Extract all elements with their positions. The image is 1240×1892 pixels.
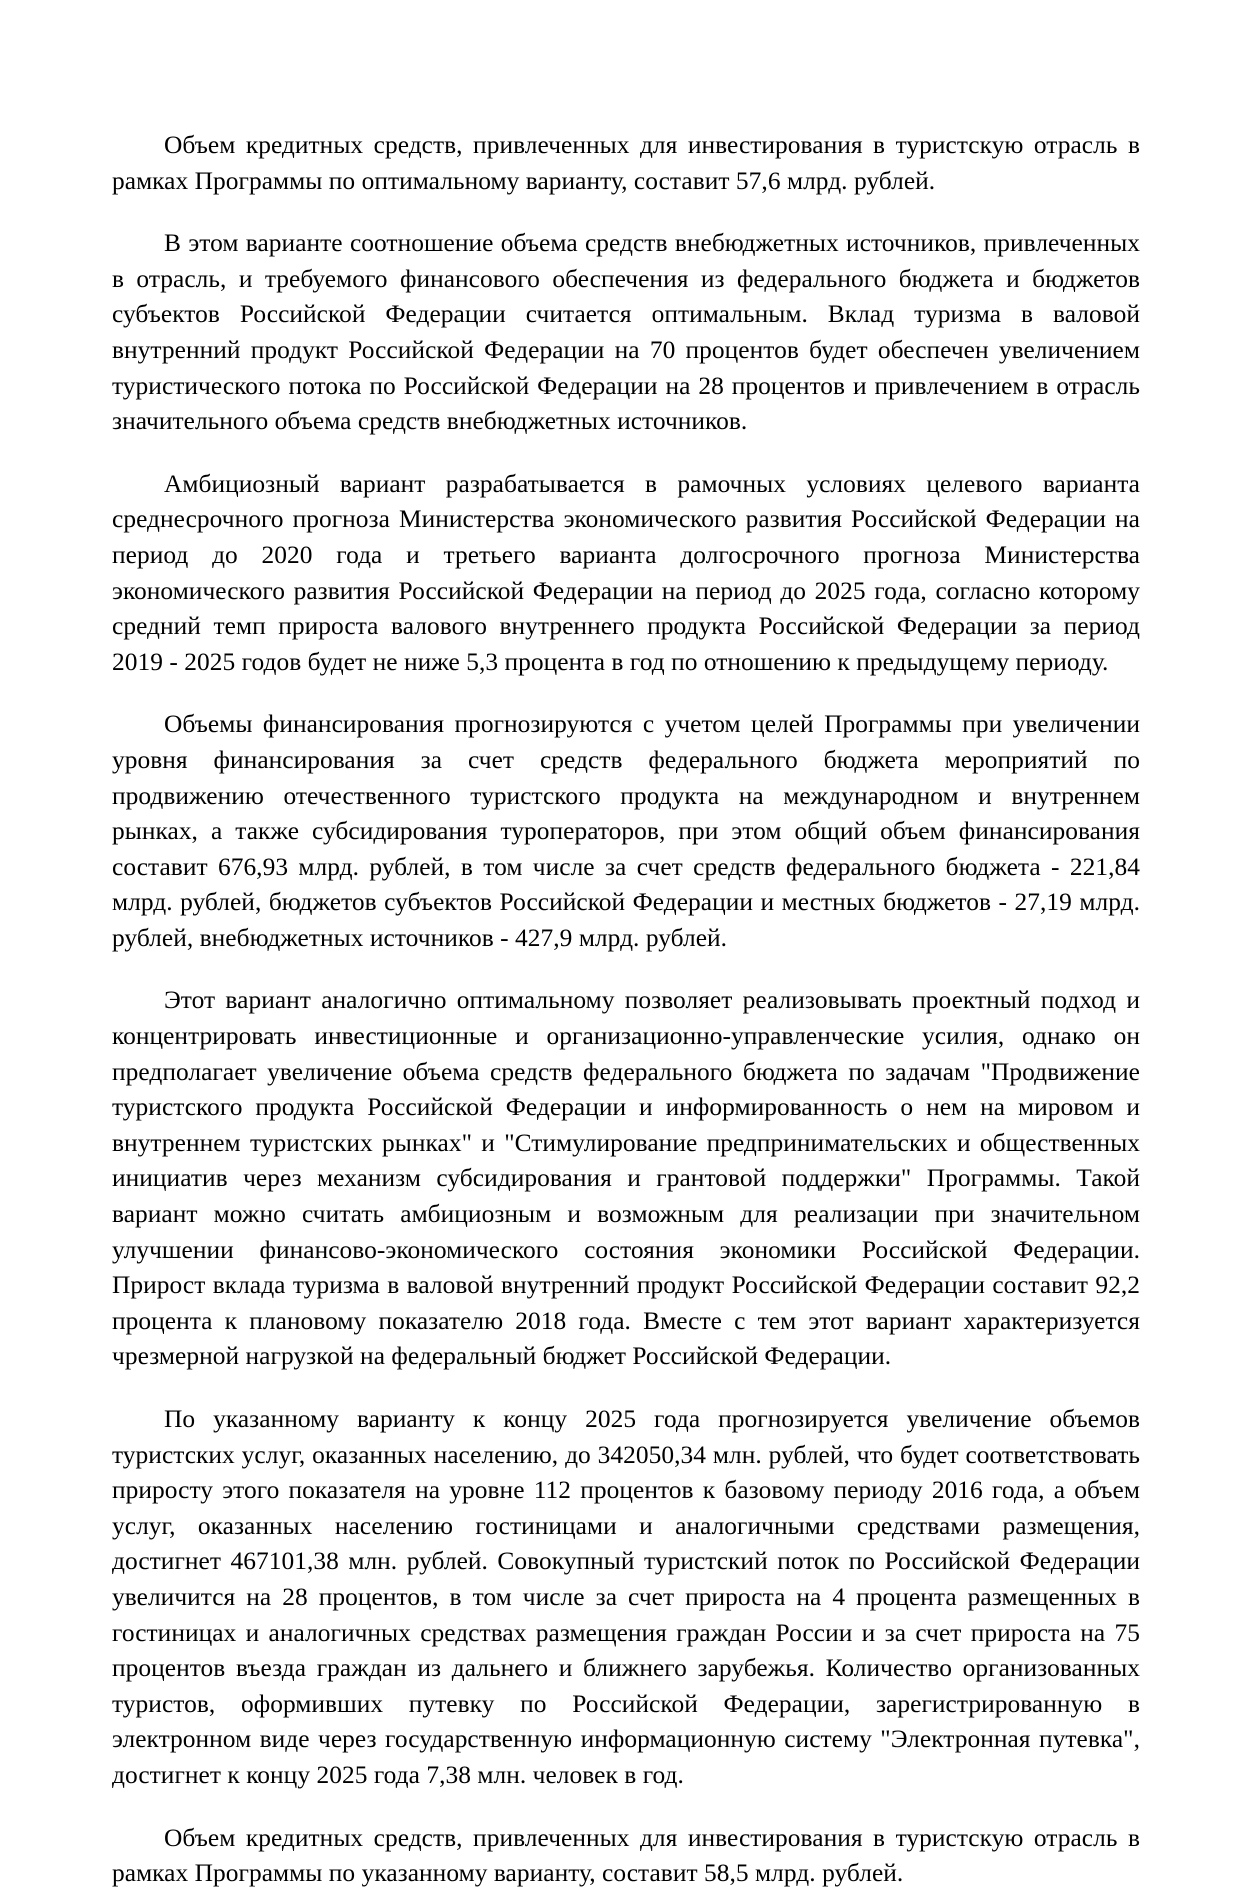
paragraph-credit-volume-specified: Объем кредитных средств, привлеченных для инвестирования в туристскую отрасль в рамках Программы по указанному варианту, составит 58,5 млрд. рублей. [112, 1823, 1140, 1888]
paragraph-forecast-2025: По указанному варианту к концу 2025 года прогнозируется увеличение объемов туристских услуг, оказанных населению, до 342050,34 млн. рублей, что будет соответствовать приросту этого показателя на уровне 112 процентов к базовому периоду 2016 года, а объем услуг, оказанных населению гостиницами и аналогичными средствами размещения, достигнет 467101,38 млн. рублей. Совокупный туристский поток по Российской Федерации увеличится на 28 процентов, в том числе за счет прироста на 4 процента размещенных в гостиницах и аналогичных средствах размещения граждан России и за счет прироста на 75 процентов въезда граждан из дальнего и ближнего зарубежья. Количество организованных туристов, оформивших путевку по Российской Федерации, зарегистрированную в электронном виде через государственную информационную систему "Электронная путевка", достигнет к концу 2025 года 7,38 млн. человек в год. [112, 1405, 1140, 1789]
paragraph-financing-volumes: Объемы финансирования прогнозируются с учетом целей Программы при увеличении уровня финансирования за счет средств федерального бюджета мероприятий по продвижению отечественного туристского продукта на международном и внутреннем рынках, а также субсидирования туроператоров, при этом общий объем финансирования составит 676,93 млрд. рублей, в том числе за счет средств федерального бюджета - 221,84 млрд. рублей, бюджетов субъектов Российской Федерации и местных бюджетов - 27,19 млрд. рублей, внебюджетных источников - 427,9 млрд. рублей. [112, 710, 1140, 952]
paragraph-credit-volume-optimal: Объем кредитных средств, привлеченных для инвестирования в туристскую отрасль в рамках Программы по оптимальному варианту, составит 57,6 млрд. рублей. [112, 131, 1140, 195]
paragraph-ambitious-variant: Амбициозный вариант разрабатывается в рамочных условиях целевого варианта среднесрочного прогноза Министерства экономического развития Российской Федерации на период до 2020 года и третьего варианта долгосрочного прогноза Министерства экономического развития Российской Федерации на период до 2025 года, согласно которому средний темп прироста валового внутреннего продукта Российской Федерации за период 2019 - 2025 годов будет не ниже 5,3 процента в год по отношению к предыдущему периоду. [112, 469, 1140, 676]
paragraph-project-approach: Этот вариант аналогично оптимальному позволяет реализовывать проектный подход и концентрировать инвестиционные и организационно-управленческие усилия, однако он предполагает увеличение объема средств федерального бюджета по задачам "Продвижение туристского продукта Российской Федерации и информированность о нем на мировом и внутреннем туристских рынках" и "Стимулирование предпринимательских и общественных инициатив через механизм субсидирования и грантовой поддержки" Программы. Такой вариант можно считать амбициозным и возможным для реализации при значительном улучшении финансово-экономического состояния экономики Российской Федерации. Прирост вклада туризма в валовой внутренний продукт Российской Федерации составит 92,2 процента к плановому показателю 2018 года. Вместе с тем этот вариант характеризуется чрезмерной нагрузкой на федеральный бюджет Российской Федерации. [112, 986, 1140, 1371]
document-body [112, 128, 1140, 1892]
paragraph-optimal-ratio: В этом варианте соотношение объема средств внебюджетных источников, привлеченных в отрасль, и требуемого финансового обеспечения из федерального бюджета и бюджетов субъектов Российской Федерации считается оптимальным. Вклад туризма в валовой внутренний продукт Российской Федерации на 70 процентов будет обеспечен увеличением туристического потока по Российской Федерации на 28 процентов и привлечением в отрасль значительного объема средств внебюджетных источников. [112, 229, 1140, 436]
